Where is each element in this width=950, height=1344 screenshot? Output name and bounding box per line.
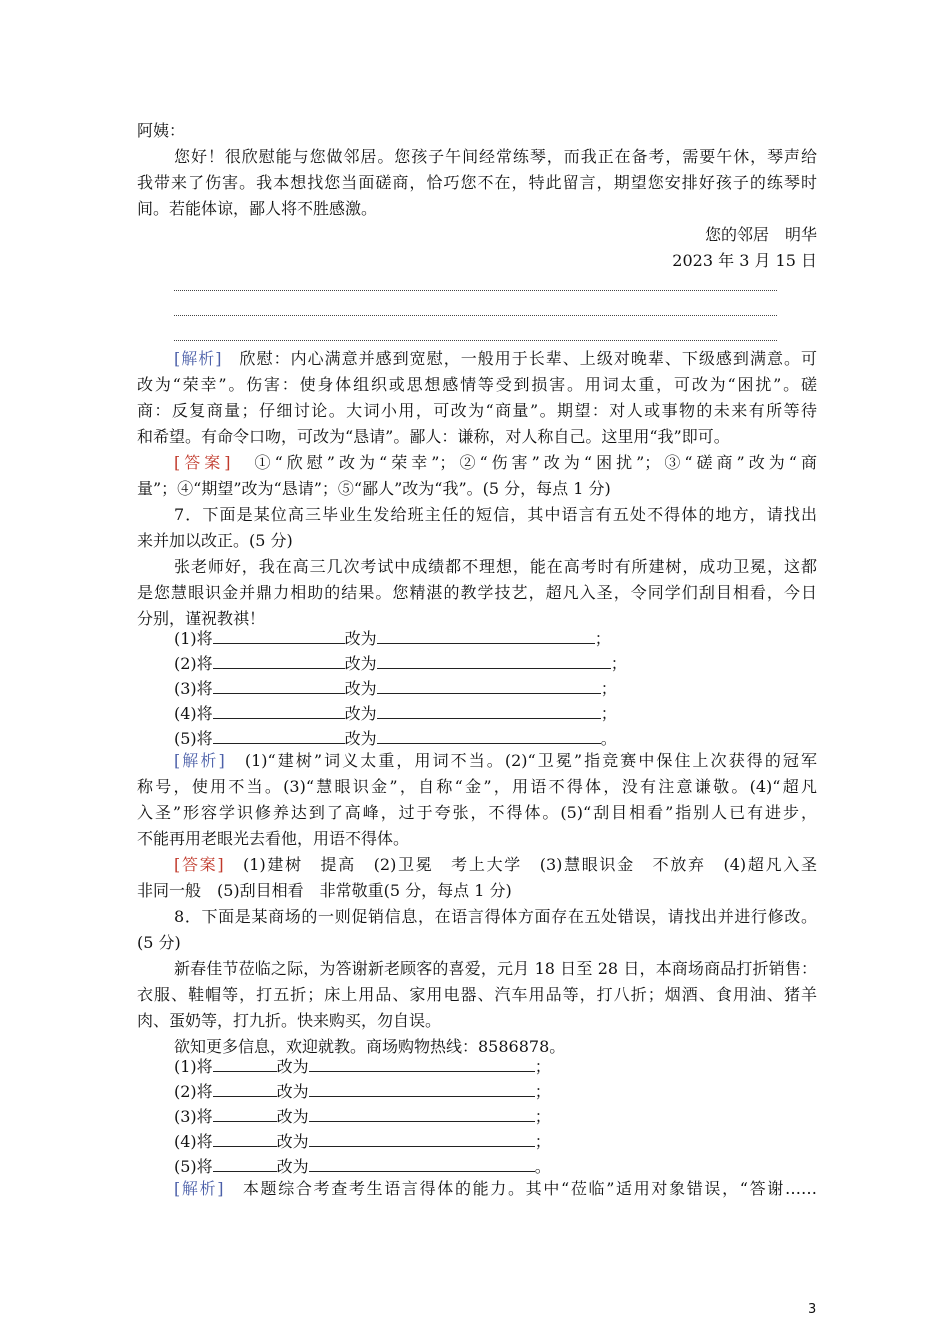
q8-notice-line: 衣服、鞋帽等，打五折；床上用品、家用电器、汽车用品等，打八折；烟酒、食用油、猪羊: [137, 985, 817, 1004]
q6-answer-line: [答案] ①“欣慰”改为“荣幸”；②“伤害”改为“困扰”；③“磋商”改为“商: [174, 453, 817, 472]
fill-blank[interactable]: [377, 726, 601, 744]
analysis-tag: [解析]: [174, 1179, 224, 1198]
letter-body-line: 间。若能体谅，鄙人将不胜感激。: [137, 199, 378, 218]
q6-analysis-line: 改为“荣幸”。伤害：使身体组织或思想感情等受到损害。用词太重，可改为“困扰”。磋: [137, 375, 817, 394]
q8-stem-line: 8．下面是某商场的一则促销信息，在语言得体方面存在五处错误，请找出并进行修改。: [174, 907, 817, 926]
letter-date: 2023 年 3 月 15 日: [672, 251, 817, 270]
fill-blank[interactable]: [213, 726, 345, 744]
q6-analysis-line: 商：反复商量；仔细讨论。大词小用，可改为“商量”。期望：对人或事物的未来有所等待: [137, 401, 817, 420]
q8-fill-item: (3)将 改为 ；: [174, 1104, 817, 1130]
q7-analysis-line: 不能再用老眼光去看他，用语不得体。: [137, 829, 410, 848]
fill-blank[interactable]: [213, 676, 345, 694]
answer-dotted-line: [174, 340, 777, 341]
fill-blank[interactable]: [213, 701, 345, 719]
q6-analysis-line: 和希望。有命令口吻，可改为“恳请”。鄙人：谦称，对人称自己。这里用“我”即可。: [137, 427, 730, 446]
q8-fill-item: (1)将 改为 ；: [174, 1054, 817, 1080]
fill-blank[interactable]: [213, 651, 345, 669]
q8-fill-item: (2)将 改为 ；: [174, 1079, 817, 1105]
q7-message-line: 张老师好，我在高三几次考试中成绩都不理想，能在高考时有所建树，成功卫冕，这都: [174, 557, 817, 576]
letter-body-line: 您好！很欣慰能与您做邻居。您孩子午间经常练琴，而我正在备考，需要午休，琴声给: [174, 147, 817, 166]
fill-blank[interactable]: [213, 1054, 277, 1072]
q8-notice-line: 新春佳节莅临之际，为答谢新老顾客的喜爱，元月 18 日至 28 日，本商场商品打折销售：: [174, 959, 817, 978]
fill-blank[interactable]: [213, 626, 345, 644]
fill-blank[interactable]: [213, 1079, 277, 1097]
analysis-tag: [解析]: [174, 349, 222, 368]
fill-blank[interactable]: [309, 1054, 535, 1072]
letter-signature: 您的邻居 明华: [704, 225, 817, 244]
q7-answer-line: [答案] (1)建树 提高 (2)卫冕 考上大学 (3)慧眼识金 不放弃 (4)超凡入圣: [174, 855, 817, 874]
q8-notice-line: 欲知更多信息，欢迎就教。商场购物热线：8586878。: [174, 1037, 566, 1056]
letter-body-line: 我带来了伤害。我本想找您当面磋商，恰巧您不在，特此留言，期望您安排好孩子的练琴时: [137, 173, 817, 192]
letter-greeting: 阿姨：: [137, 121, 186, 140]
q7-analysis-line: 入圣”形容学识修养达到了高峰，过于夸张，不得体。(5)“刮目相看”指别人已有进步，: [137, 803, 817, 822]
q7-message-line: 分别，谨祝教祺！: [137, 609, 266, 628]
q7-fill-item: (3)将 改为 ；: [174, 676, 817, 702]
q8-fill-item: (4)将 改为 ；: [174, 1129, 817, 1155]
fill-blank[interactable]: [377, 676, 601, 694]
fill-blank[interactable]: [309, 1104, 535, 1122]
fill-blank[interactable]: [309, 1129, 535, 1147]
q7-answer-line: 非同一般 (5)刮目相看 非常敬重(5 分，每点 1 分): [137, 881, 512, 900]
q7-fill-item: (2)将 改为 ；: [174, 651, 817, 677]
q8-notice-line: 肉、蛋奶等，打九折。快来购买，勿自误。: [137, 1011, 442, 1030]
fill-blank[interactable]: [377, 701, 601, 719]
q6-answer-line: 量”；④“期望”改为“恳请”；⑤“鄙人”改为“我”。(5 分，每点 1 分): [137, 479, 611, 498]
fill-blank[interactable]: [377, 626, 595, 644]
q7-stem-line: 来并加以改正。(5 分): [137, 531, 293, 550]
q7-analysis-line: [解析] (1)“建树”词义太重，用词不当。(2)“卫冕”指竞赛中保住上次获得的冠军: [174, 751, 817, 770]
fill-blank[interactable]: [213, 1154, 277, 1172]
answer-tag: [答案]: [174, 453, 231, 472]
fill-blank[interactable]: [377, 651, 611, 669]
fill-blank[interactable]: [309, 1079, 535, 1097]
q7-fill-item: (1)将 改为 ；: [174, 626, 817, 652]
analysis-tag: [解析]: [174, 751, 225, 770]
answer-dotted-line: [174, 290, 777, 291]
q7-fill-item: (4)将 改为 ；: [174, 701, 817, 727]
fill-blank[interactable]: [213, 1129, 277, 1147]
q6-analysis-line: [解析] 欣慰：内心满意并感到宽慰，一般用于长辈、上级对晚辈、下级感到满意。可: [174, 349, 817, 368]
q7-stem-line: 7．下面是某位高三毕业生发给班主任的短信，其中语言有五处不得体的地方，请找出: [174, 505, 817, 524]
q7-fill-item: (5)将 改为 。: [174, 726, 817, 752]
answer-dotted-line: [174, 315, 777, 316]
q8-fill-item: (5)将 改为 。: [174, 1154, 817, 1180]
fill-blank[interactable]: [309, 1154, 535, 1172]
page-number: 3: [808, 1302, 817, 1317]
answer-tag: [答案]: [174, 855, 224, 874]
q7-analysis-line: 称号，使用不当。(3)“慧眼识金”，自称“金”，用语不得体，没有注意谦敬。(4)“超凡: [137, 777, 817, 796]
q7-message-line: 是您慧眼识金并鼎力相助的结果。您精湛的教学技艺，超凡入圣，令同学们刮目相看，今日: [137, 583, 817, 602]
q8-analysis-line: [解析] 本题综合考查考生语言得体的能力。其中“莅临”适用对象错误，“答谢……: [174, 1179, 817, 1198]
q8-stem-line: (5 分): [137, 933, 181, 952]
fill-blank[interactable]: [213, 1104, 277, 1122]
